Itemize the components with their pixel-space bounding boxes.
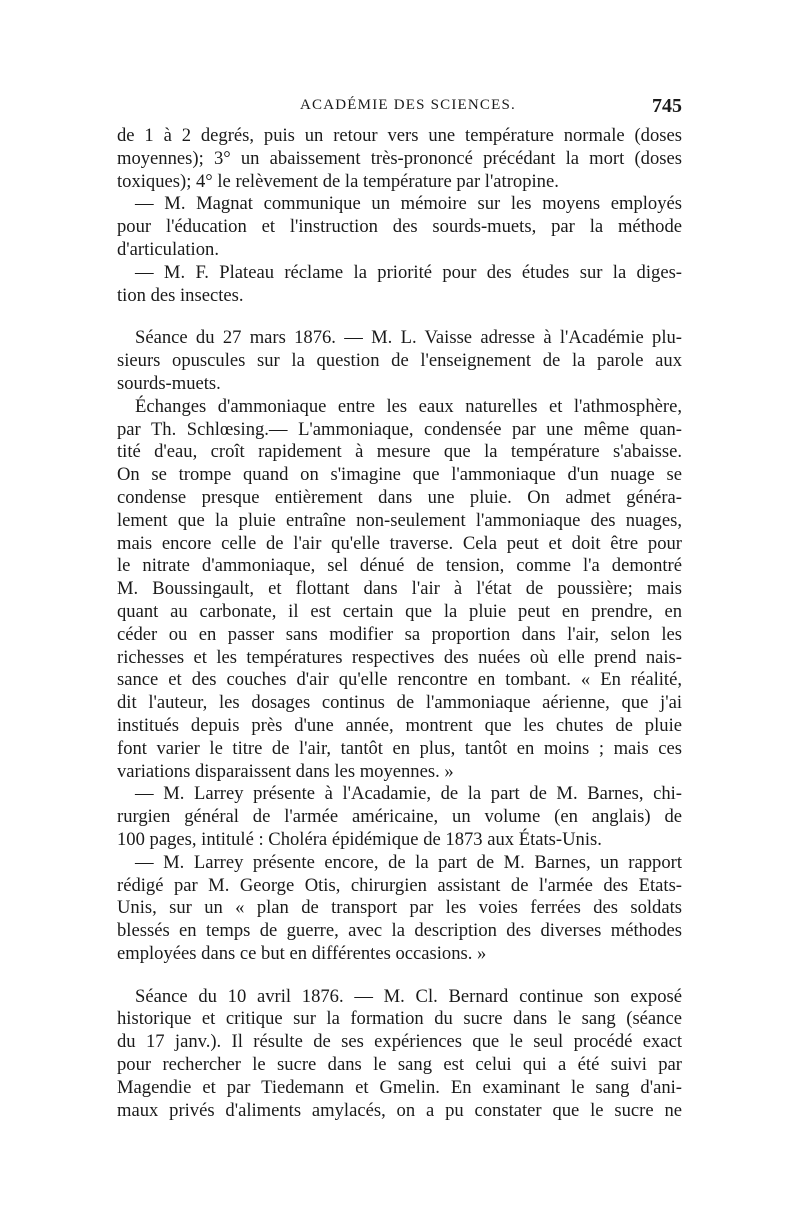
text-line: rédigé par M. George Otis, chirurgien assistant de l'armée des Etats- xyxy=(117,874,682,896)
text-line: céder ou en passer sans modifier sa proportion dans l'air, selon les xyxy=(117,623,682,645)
paragraph xyxy=(117,193,682,261)
text-line: quant au carbonate, il est certain que la pluie peut en prendre, en xyxy=(117,600,682,622)
text-line: mais encore celle de l'air qu'elle traverse. Cela peut et doit être pour xyxy=(117,532,682,554)
document-page xyxy=(117,95,682,1122)
text-line: toxiques); 4° le relèvement de la température par l'atropine. xyxy=(117,170,559,192)
paragraph xyxy=(117,262,682,308)
page-number: 745 xyxy=(652,95,682,117)
paragraph xyxy=(117,396,682,784)
text-line: sourds-muets. xyxy=(117,372,221,394)
text-line: Unis, sur un « plan de transport par les voies ferrées des soldats xyxy=(117,897,682,919)
paragraph xyxy=(117,783,682,851)
text-line: dit l'auteur, les dosages continus de l'ammoniaque aérienne, que j'ai xyxy=(117,692,682,714)
paragraph xyxy=(117,986,682,1123)
page-header xyxy=(117,95,682,125)
text-line: tité d'eau, croît rapidement à mesure que la température s'abaisse. xyxy=(117,441,682,463)
paragraph xyxy=(117,125,682,193)
text-line: historique et critique sur la formation du sucre dans le sang (séance xyxy=(117,1008,682,1030)
text-line: font varier le titre de l'air, tantôt en plus, tantôt en moins ; mais ces xyxy=(117,737,682,759)
text-line: Séance du 27 mars 1876. — M. L. Vaisse adresse à l'Académie plu- xyxy=(135,327,682,349)
text-line: sance et des couches d'air qu'elle rencontre en tombant. « En réalité, xyxy=(117,669,682,691)
text-line: maux privés d'aliments amylacés, on a pu constater que le sucre ne xyxy=(117,1099,682,1121)
text-line: On se trompe quand on s'imagine que l'ammoniaque d'un nuage se xyxy=(117,464,682,486)
text-line: 100 pages, intitulé : Choléra épidémique de 1873 aux États-Unis. xyxy=(117,828,602,850)
text-line: lement que la pluie entraîne non-seulement l'ammoniaque des nuages, xyxy=(117,509,682,531)
text-line: Séance du 10 avril 1876. — M. Cl. Bernard continue son exposé xyxy=(135,985,682,1007)
text-line: pour rechercher le sucre dans le sang est celui qui a été suivi par xyxy=(117,1054,682,1076)
text-line: Magendie et par Tiedemann et Gmelin. En examinant le sang d'ani- xyxy=(117,1076,682,1098)
text-line: institués depuis près d'une année, montrent que les chutes de pluie xyxy=(117,714,682,736)
text-line: le nitrate d'ammoniaque, sel dénué de tension, comme l'a demontré xyxy=(117,555,682,577)
text-line: — M. F. Plateau réclame la priorité pour des études sur la diges- xyxy=(135,261,682,283)
body-text xyxy=(117,125,682,1122)
text-line: — M. Larrey présente à l'Acadamie, de la part de M. Barnes, chi- xyxy=(135,783,682,805)
running-head: ACADÉMIE DES SCIENCES. xyxy=(300,97,516,113)
text-line: sieurs opuscules sur la question de l'enseignement de la parole aux xyxy=(117,350,682,372)
text-line: — M. Larrey présente encore, de la part de M. Barnes, un rapport xyxy=(135,851,682,873)
text-line: de 1 à 2 degrés, puis un retour vers une température normale (doses xyxy=(117,125,682,146)
text-line: blessés en temps de guerre, avec la description des diverses méthodes xyxy=(117,920,682,942)
text-line: d'articulation. xyxy=(117,238,219,260)
text-line: pour l'éducation et l'instruction des sourds-muets, par la méthode xyxy=(117,216,682,238)
text-line: richesses et les températures respectives des nuées où elle prend nais- xyxy=(117,646,682,668)
text-line: M. Boussingault, et flottant dans l'air à l'état de poussière; mais xyxy=(117,578,682,600)
text-line: condense presque entièrement dans une pluie. On admet généra- xyxy=(117,486,682,508)
text-line: employées dans ce but en différentes occasions. » xyxy=(117,942,487,964)
text-line: rurgien général de l'armée américaine, un volume (en anglais) de xyxy=(117,806,682,828)
text-line: du 17 janv.). Il résulte de ses expériences que le seul procédé exact xyxy=(117,1031,682,1053)
text-line: moyennes); 3° un abaissement très-prononcé précédant la mort (doses xyxy=(117,147,682,169)
text-line: variations disparaissent dans les moyennes. » xyxy=(117,760,454,782)
text-line: Échanges d'ammoniaque entre les eaux naturelles et l'athmosphère, xyxy=(135,395,682,417)
paragraph xyxy=(117,327,682,395)
text-line: par Th. Schlœsing.— L'ammoniaque, condensée par une même quan- xyxy=(117,418,682,440)
paragraph xyxy=(117,852,682,966)
text-line: tion des insectes. xyxy=(117,284,244,306)
text-line: — M. Magnat communique un mémoire sur les moyens employés xyxy=(135,193,682,215)
